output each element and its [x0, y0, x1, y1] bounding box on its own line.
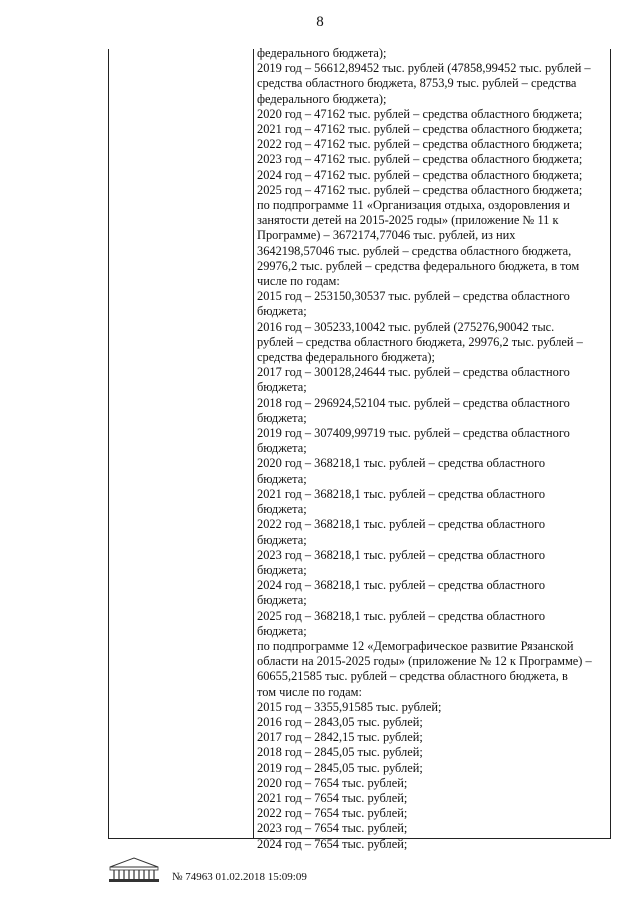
- page-number: 8: [316, 14, 324, 30]
- text-line: бюджета;: [257, 562, 307, 577]
- text-line: 2015 год – 253150,30537 тыс. рублей – средства областного: [257, 289, 570, 304]
- text-line: бюджета;: [257, 532, 307, 547]
- text-line: 2016 год – 305233,10042 тыс. рублей (275276,90042 тыс.: [257, 319, 555, 334]
- text-line: 2016 год – 2843,05 тыс. рублей;: [257, 714, 423, 729]
- text-line: бюджета;: [257, 410, 307, 425]
- text-line: средства областного бюджета, 8753,9 тыс. рублей – средства: [257, 76, 577, 91]
- text-line: бюджета;: [257, 380, 307, 395]
- text-line: бюджета;: [257, 623, 307, 638]
- text-line: области на 2015-2025 годы» (приложение № 12 к Программе) –: [257, 654, 592, 669]
- text-line: 2021 год – 368218,1 тыс. рублей – средства областного: [257, 486, 546, 501]
- text-line: 2020 год – 47162 тыс. рублей – средства областного бюджета;: [257, 106, 583, 121]
- text-line: бюджета;: [257, 593, 307, 608]
- text-line: 2017 год – 2842,15 тыс. рублей;: [257, 730, 423, 745]
- text-line: 2024 год – 47162 тыс. рублей – средства областного бюджета;: [257, 167, 583, 182]
- text-line: 2021 год – 47162 тыс. рублей – средства областного бюджета;: [257, 122, 583, 137]
- text-line: рублей – средства областного бюджета, 29976,2 тыс. рублей –: [257, 334, 583, 349]
- text-line: 2022 год – 368218,1 тыс. рублей – средства областного: [257, 517, 546, 532]
- text-line: 2021 год – 7654 тыс. рублей;: [257, 790, 408, 805]
- text-line: том числе по годам:: [257, 684, 362, 699]
- text-line: числе по годам:: [257, 274, 340, 289]
- text-line: 29976,2 тыс. рублей – средства федерального бюджета, в том: [257, 258, 580, 273]
- text-line: Программе) – 3672174,77046 тыс. рублей, из них: [257, 228, 516, 243]
- column-divider: [253, 49, 254, 838]
- text-line: 2023 год – 47162 тыс. рублей – средства областного бюджета;: [257, 152, 583, 167]
- text-line: федерального бюджета);: [257, 91, 387, 106]
- text-line: 2024 год – 368218,1 тыс. рублей – средства областного: [257, 578, 546, 593]
- text-line: 2019 год – 2845,05 тыс. рублей;: [257, 760, 423, 775]
- program-funding-table: [108, 46, 611, 851]
- funding-text-column: [257, 46, 607, 852]
- text-line: 2018 год – 2845,05 тыс. рублей;: [257, 745, 423, 760]
- text-line: 2025 год – 47162 тыс. рублей – средства областного бюджета;: [257, 182, 583, 197]
- text-line: 2023 год – 7654 тыс. рублей;: [257, 821, 408, 836]
- text-line: 2023 год – 368218,1 тыс. рублей – средства областного: [257, 547, 546, 562]
- text-line: по подпрограмме 12 «Демографическое развитие Рязанской: [257, 638, 574, 653]
- text-line: 3642198,57046 тыс. рублей – средства областного бюджета,: [257, 243, 572, 258]
- registration-number: № 74963 01.02.2018 15:09:09: [172, 871, 307, 883]
- text-line: бюджета;: [257, 441, 307, 456]
- text-line: 2019 год – 56612,89452 тыс. рублей (47858,99452 тыс. рублей –: [257, 61, 591, 76]
- text-line: бюджета;: [257, 502, 307, 517]
- text-line: занятости детей на 2015-2025 годы» (приложение № 11 к: [257, 213, 559, 228]
- government-building-emblem-icon: [106, 855, 162, 885]
- text-line: 2015 год – 3355,91585 тыс. рублей;: [257, 699, 442, 714]
- text-line: 2019 год – 307409,99719 тыс. рублей – средства областного: [257, 426, 570, 441]
- text-line: 2017 год – 300128,24644 тыс. рублей – средства областного: [257, 365, 570, 380]
- text-line: 2020 год – 7654 тыс. рублей;: [257, 775, 408, 790]
- text-line: 2020 год – 368218,1 тыс. рублей – средства областного: [257, 456, 546, 471]
- text-line: 2022 год – 47162 тыс. рублей – средства областного бюджета;: [257, 137, 583, 152]
- text-line: 60655,21585 тыс. рублей – средства областного бюджета, в: [257, 669, 568, 684]
- text-line: бюджета;: [257, 471, 307, 486]
- text-line: 2018 год – 296924,52104 тыс. рублей – средства областного: [257, 395, 570, 410]
- text-line: федерального бюджета);: [257, 46, 387, 60]
- text-line: 2024 год – 7654 тыс. рублей;: [257, 836, 408, 851]
- text-line: 2022 год – 7654 тыс. рублей;: [257, 806, 408, 821]
- text-line: средства федерального бюджета);: [257, 350, 435, 365]
- text-line: по подпрограмме 11 «Организация отдыха, оздоровления и: [257, 198, 570, 213]
- text-line: 2025 год – 368218,1 тыс. рублей – средства областного: [257, 608, 546, 623]
- text-line: бюджета;: [257, 304, 307, 319]
